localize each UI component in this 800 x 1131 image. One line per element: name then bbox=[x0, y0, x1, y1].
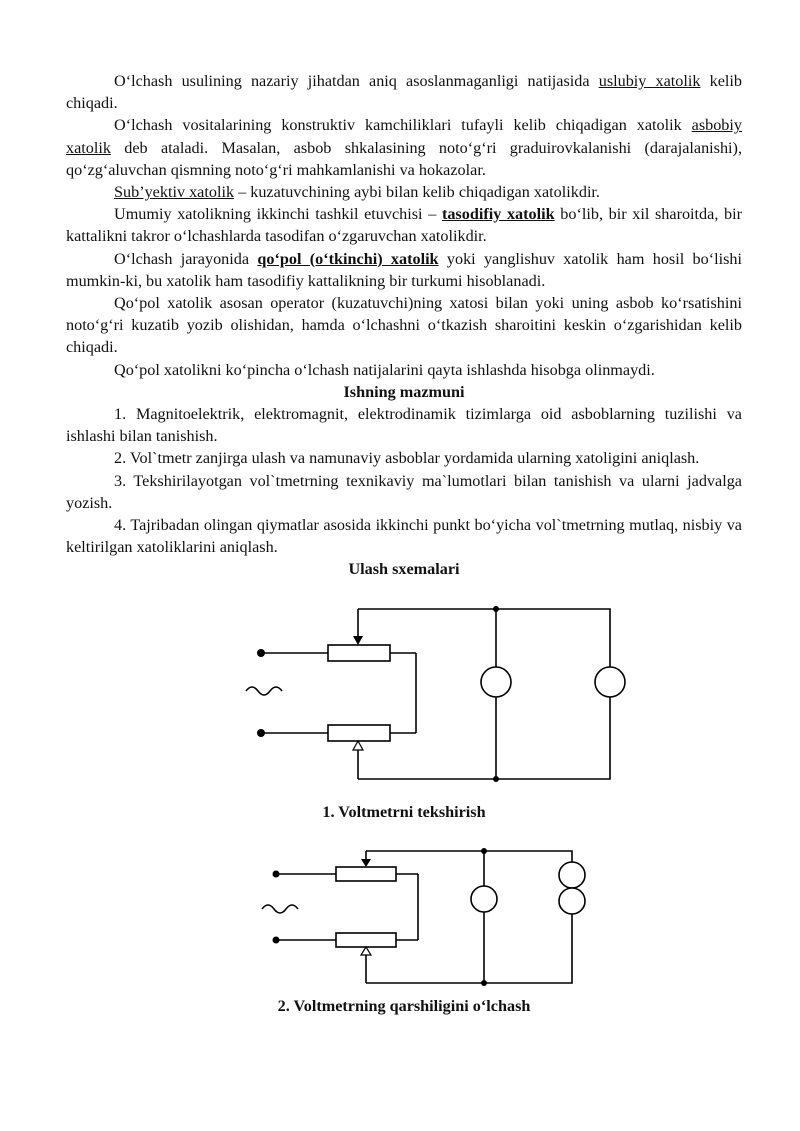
junction-dot bbox=[493, 606, 499, 612]
term-random-error: tasodifiy xatolik bbox=[441, 205, 555, 224]
schemes-heading: Ulash sxemalari bbox=[348, 560, 460, 579]
text: Umumiy xatolikning ikkinchi tashkil etuvchisi – bbox=[114, 205, 442, 224]
junction-dot bbox=[481, 848, 487, 854]
text: – kuzatuvchining aybi bilan kelib chiqadigan xatolikdir. bbox=[234, 183, 600, 202]
voltmeter-series-upper bbox=[559, 862, 585, 888]
task-item: 4. Tajribadan olingan qiymatlar asosida ikkinchi punkt bo‘yicha vol`tmetrning mutlaq, nisbiy va keltirilgan xatoliklarini aniqlash. bbox=[66, 516, 742, 557]
task-item: 2. Vol`tmetr zanjirga ulash va namunaviy asboblar yordamida ularning xatoligini aniqlash. bbox=[114, 449, 700, 468]
junction-dot bbox=[481, 980, 487, 986]
text: O‘lchash jarayonida bbox=[114, 249, 258, 268]
paragraph-subjective-error bbox=[66, 181, 742, 203]
bottom-slider-arrow bbox=[361, 947, 371, 955]
text: O‘lchash vositalarining konstruktiv kamchiliklari tufayli kelib chiqadigan xatolik bbox=[114, 116, 692, 135]
voltmeter-reference bbox=[471, 886, 497, 912]
figure-caption-2: 2. Voltmetrning qarshiligini o‘lchash bbox=[277, 996, 531, 1015]
circuit-diagram-voltmeter-resistance bbox=[66, 829, 742, 989]
section-heading: Ishning mazmuni bbox=[343, 382, 465, 401]
term-subjective-error: Sub’yektiv xatolik bbox=[114, 183, 235, 202]
terminal-dot bbox=[273, 936, 280, 943]
figure-caption-1: 1. Voltmetrni tekshirish bbox=[322, 802, 486, 821]
top-slider-arrow bbox=[361, 859, 371, 867]
voltmeter-reference bbox=[481, 667, 511, 697]
paragraph-gross-error-causes: Qo‘pol xatolik asosan operator (kuzatuvchi)ning xatosi bilan yoki uning asbob ko‘rsatishini noto‘g‘ri kuzatib yozib olishidan, hamda o‘lchashni o‘tkazish sharoitini keskin o‘zgarishidan kelib chiqadi. bbox=[66, 294, 742, 357]
term-gross-error: qo‘pol (o‘tkinchi) xatolik bbox=[257, 249, 439, 268]
text: bo‘lib, bir xil sharoitda, bir kattalikni takror o‘lchashlarda tasodifan o‘zgaruvchan xatolikdir. bbox=[66, 205, 743, 246]
document-page bbox=[66, 70, 742, 1017]
task-item: 1. Magnitoelektrik, elektromagnit, elektrodinamik tizimlarga oid asboblarning tuzilishi va ishlashi bilan tanishish. bbox=[66, 405, 742, 446]
voltmeter-series-lower bbox=[559, 888, 585, 914]
junction-dot bbox=[493, 776, 499, 782]
terminal-dot bbox=[273, 870, 280, 877]
term-instrument-error: asbobiy xatolik bbox=[66, 116, 742, 157]
voltmeter-tested bbox=[595, 667, 625, 697]
text: deb ataladi. Masalan, asbob shkalasining noto‘g‘ri graduirovkalanishi (darajalanishi), qo‘zg‘aluvchan qismning noto‘g‘ri mahkamlanishi va hokazolar. bbox=[66, 138, 742, 179]
text: yoki yanglishuv xatolik ham hosil bo‘lishi mumkin-ki, bu xatolik ham tasodifiy kattalikning bir turkumi hisoblanadi. bbox=[66, 249, 742, 290]
paragraph-gross-error bbox=[66, 248, 742, 292]
paragraph-methodical-error bbox=[66, 70, 742, 114]
paragraph-instrument-error bbox=[66, 114, 742, 181]
terminal-dot bbox=[257, 649, 265, 657]
top-slider-arrow bbox=[353, 636, 363, 645]
paragraph-random-error bbox=[66, 203, 742, 247]
task-item: 3. Tekshirilayotgan vol`tmetrning texnikaviy ma`lumotlari bilan tanishish va ularni jadvalga yozish. bbox=[66, 471, 742, 512]
terminal-dot bbox=[257, 729, 265, 737]
circuit-diagram-voltmeter-check bbox=[66, 587, 742, 795]
text: O‘lchash usulining nazariy jihatdan aniq asoslanmaganligi natijasida bbox=[114, 72, 599, 90]
term-methodical-error: uslubiy xatolik bbox=[598, 72, 701, 90]
text: kelib chiqadi. bbox=[66, 72, 742, 113]
bottom-slider-arrow bbox=[353, 741, 363, 750]
paragraph-gross-error-ignored: Qo‘pol xatolikni ko‘pincha o‘lchash natijalarini qayta ishlashda hisobga olinmaydi. bbox=[114, 360, 655, 379]
